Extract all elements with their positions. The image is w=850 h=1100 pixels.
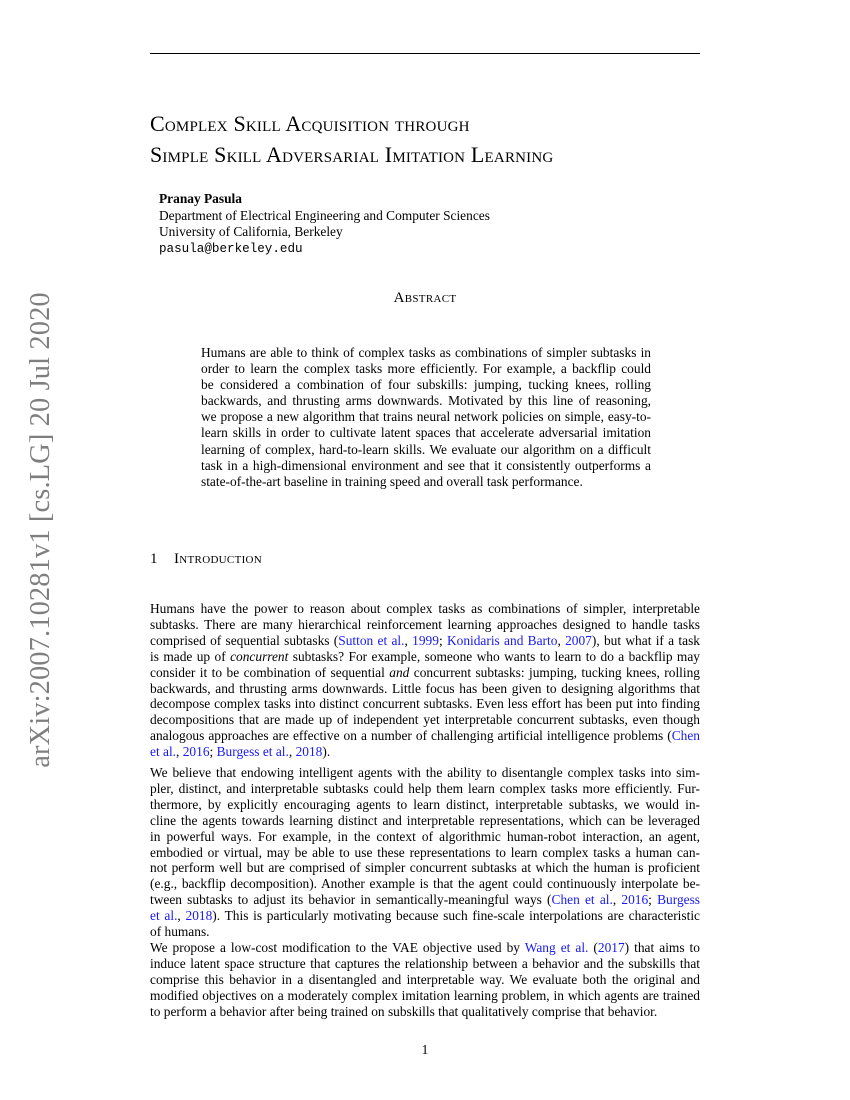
text-run: tween subtasks to adjust its behavior in semantically-meaningful ways (	[150, 892, 552, 908]
citation-link[interactable]: 2016	[182, 744, 210, 760]
paragraph-line: Humans have the power to reason about complex tasks as combinations of simpler, interpretable	[150, 601, 700, 616]
paragraph-line	[150, 649, 700, 665]
citation-link[interactable]: et al.	[150, 744, 177, 760]
paragraph-line: subtasks. There are many hierarchical reinforcement learning approaches designed to handle tasks	[150, 616, 700, 632]
section-heading-introduction	[150, 551, 262, 568]
abstract-line: Humans are able to think of complex tasks as combinations of simpler subtasks in	[201, 345, 651, 360]
text-run: ;	[648, 892, 658, 908]
paragraph-line	[150, 940, 700, 956]
citation-link[interactable]: 2017	[597, 940, 625, 955]
paragraph-line: induce latent space structure that captures the relationship between a behavior and the subskills that	[150, 955, 700, 971]
text-run: ) that aims to	[624, 940, 700, 955]
text-run: ,	[177, 908, 186, 924]
text-run: ,	[557, 632, 566, 648]
paragraph-line: of humans.	[150, 924, 210, 940]
page-number: 1	[421, 1042, 429, 1057]
abstract-line: learn skills in order to cultivate latent spaces that accelerate adversarial imitation	[201, 425, 651, 441]
text-run: concurrent subtasks: jumping, tucking knees, rolling	[409, 664, 700, 680]
paper-title	[150, 108, 750, 170]
paragraph-line: pler, distinct, and interpretable subtasks could help them learn complex tasks more efficiently. Fur-	[150, 780, 700, 796]
paragraph-line: thermore, by explicitly encouraging agents to learn distinct, interpretable subtasks, we would in-	[150, 796, 700, 812]
paragraph-line: (e.g., backflip decomposition). Another example is that the agent could continuously interpolate be-	[150, 876, 700, 892]
emphasis-text: concurrent	[230, 648, 289, 664]
emphasis-text: and	[389, 664, 410, 680]
citation-link[interactable]: 2016	[621, 892, 649, 908]
paragraph-line: backwards, and thrusting arms downwards. Little focus has been given to designing algorithms that	[150, 680, 700, 696]
citation-link[interactable]: Chen	[671, 728, 700, 744]
abstract-body	[201, 345, 651, 490]
citation-link[interactable]: Sutton et al.	[338, 632, 405, 648]
citation-link[interactable]: et al.	[150, 908, 178, 924]
paragraph-line: We believe that endowing intelligent agents with the ability to disentangle complex tasks into sim-	[150, 765, 700, 780]
citation-link[interactable]: Chen et al.	[551, 892, 613, 908]
intro-paragraph-1	[150, 601, 700, 760]
abstract-line: task in a high-dimensional environment and see that it consistently outperforms a	[201, 457, 651, 473]
text-run: is made up of	[150, 648, 231, 664]
paragraph-line: to perform a behavior after being trained on subskills that qualitatively comprise that behavior.	[150, 1003, 658, 1019]
paragraph-line: not perform well but are comprised of simpler concurrent subtasks at which the human is proficient	[150, 860, 700, 876]
text-run: (	[588, 940, 598, 955]
abstract-line: learning of complex, hard-to-learn skills. We evaluate our algorithm on a difficult	[201, 441, 651, 457]
citation-link[interactable]: 1999	[412, 632, 439, 648]
text-run: ,	[404, 632, 413, 648]
author-block	[159, 191, 719, 257]
text-run: subtasks? For example, someone who wants to learn to do a backflip may	[288, 648, 700, 664]
text-run: ). This is particularly motivating because such fine-scale interpolations are characteristic	[212, 908, 701, 924]
header-rule	[150, 53, 700, 54]
author-email[interactable]: pasula@berkeley.edu	[159, 241, 303, 256]
text-run: analogous approaches are effective on a number of challenging artificial intelligence problems (	[150, 728, 672, 744]
paragraph-line: embodied or virtual, may be able to use these representations to learn complex tasks a human can-	[150, 844, 700, 860]
paragraph-line: comprise this behavior in a disentangled and interpretable way. We evaluate both the original and	[150, 971, 700, 987]
paragraph-line	[150, 728, 700, 744]
text-run: We propose a low-cost modification to the VAE objective used by	[150, 940, 525, 955]
citation-link[interactable]: 2018	[295, 744, 323, 760]
paragraph-line	[150, 744, 700, 760]
citation-link[interactable]: 2018	[185, 908, 213, 924]
abstract-line: backwards, and thrusting arms downwards. Motivated by this line of reasoning,	[201, 393, 651, 409]
text-run: consider it to be combination of sequential	[150, 664, 390, 680]
paragraph-line: cline the agents towards learning distinct and interpretable representations, which can be leveraged	[150, 812, 700, 828]
citation-link[interactable]: Wang et al.	[524, 940, 589, 955]
paragraph-line: decompositions that are made up of independent yet interpretable concurrent subtasks, even though	[150, 712, 700, 728]
paragraph-line: in powerful ways. For example, in the context of algorithmic human-robot interaction, an agent,	[150, 828, 700, 844]
text-run: ,	[288, 744, 296, 760]
author-department: Department of Electrical Engineering and Computer Sciences	[159, 207, 490, 223]
intro-paragraph-2	[150, 765, 700, 940]
arxiv-stamp-text: arXiv:2007.10281v1 [cs.LG] 20 Jul 2020	[25, 292, 56, 768]
paragraph-line	[150, 633, 700, 649]
abstract-line: we propose a new algorithm that trains neural network policies on simple, easy-to-	[201, 409, 651, 425]
author-university: University of California, Berkeley	[159, 224, 343, 239]
citation-link[interactable]: Konidaris and Barto	[446, 632, 558, 648]
title-line-1: Complex Skill Acquisition through	[150, 111, 470, 136]
paragraph-line	[150, 665, 700, 681]
title-line-2: Simple Skill Adversarial Imitation Learning	[150, 142, 554, 167]
text-run: ).	[322, 744, 331, 760]
citation-link[interactable]: 2007	[565, 632, 592, 648]
text-run: ;	[209, 744, 217, 760]
text-run: ;	[438, 632, 447, 648]
intro-paragraph-3	[150, 940, 700, 1020]
text-run: ), but what if a task	[591, 632, 700, 648]
text-run: ,	[612, 892, 622, 908]
section-title: Introduction	[174, 551, 263, 567]
section-number: 1	[150, 551, 158, 567]
author-name: Pranay Pasula	[159, 191, 242, 206]
text-run: comprised of sequential subtasks (	[150, 632, 339, 648]
abstract-line: be considered a combination of four subskills: jumping, tucking knees, rolling	[201, 377, 651, 393]
paragraph-line	[150, 908, 700, 924]
citation-link[interactable]: Burgess et al.	[216, 744, 289, 760]
abstract-heading: Abstract	[393, 290, 457, 306]
citation-link[interactable]: Burgess	[657, 892, 700, 908]
paragraph-line	[150, 892, 700, 908]
paragraph-line: modified objectives on a moderately complex imitation learning problem, in which agents are trained	[150, 987, 700, 1003]
text-run: ,	[176, 744, 183, 760]
paragraph-line: decompose complex tasks into distinct concurrent subtasks. Even less effort has been put into finding	[150, 696, 700, 712]
abstract-line: state-of-the-art baseline in training speed and overall task performance.	[201, 473, 583, 489]
abstract-line: order to learn the complex tasks more efficiently. For example, a backflip could	[201, 361, 651, 377]
